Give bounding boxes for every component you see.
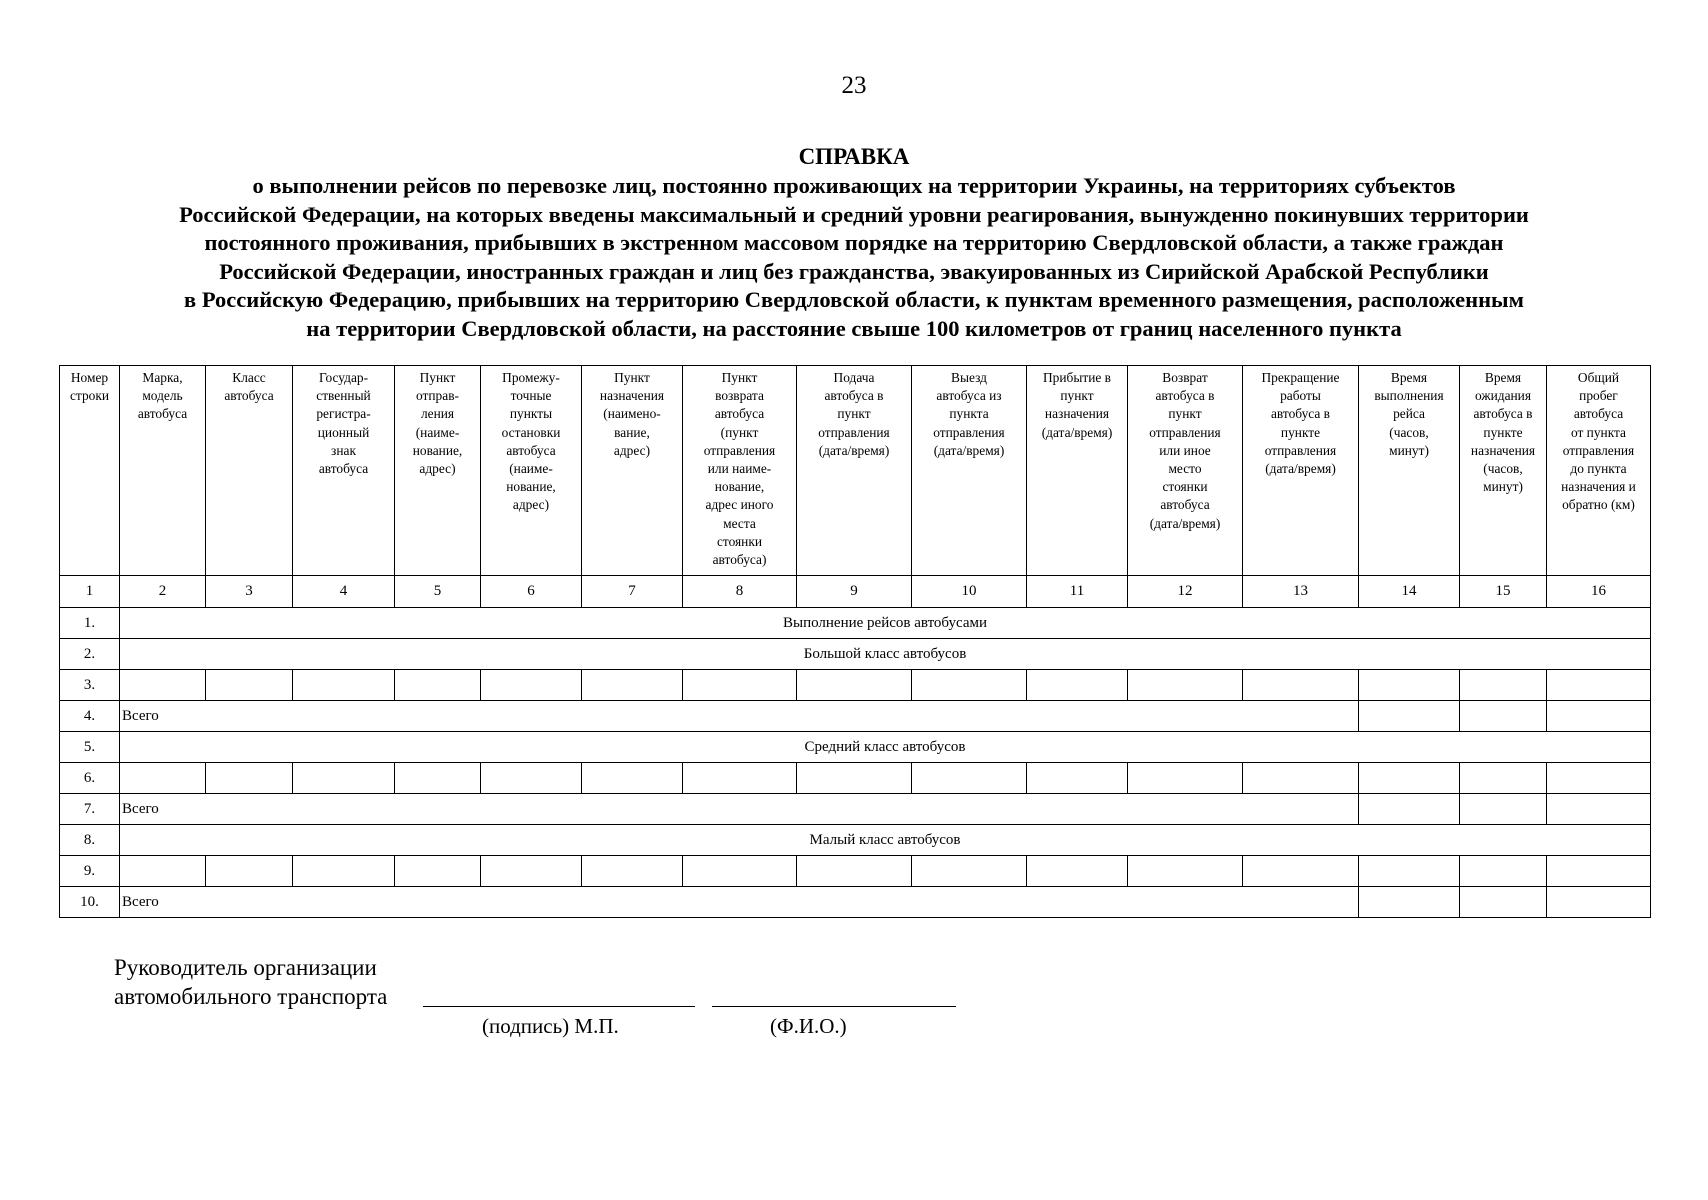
table-row xyxy=(60,825,1651,856)
data-cell[interactable] xyxy=(120,856,206,887)
column-number-cell: 10 xyxy=(912,576,1027,608)
data-cell[interactable] xyxy=(1243,670,1359,701)
data-cell[interactable] xyxy=(683,763,797,794)
total-label-cell: Всего xyxy=(120,794,1359,825)
total-value-cell[interactable] xyxy=(1359,887,1460,918)
column-number-cell: 15 xyxy=(1460,576,1547,608)
data-cell[interactable] xyxy=(912,856,1027,887)
table-row xyxy=(60,856,1651,887)
header-label: Пункт назначения (наимено- вание, адрес) xyxy=(599,370,665,458)
header-label: Государ- ственный регистра- ционный знак автобуса xyxy=(316,370,371,477)
name-caption: (Ф.И.О.) xyxy=(770,1014,847,1038)
row-number-cell: 8. xyxy=(60,825,120,856)
data-cell[interactable] xyxy=(1547,763,1651,794)
subtitle-line: на территории Свердловской области, на расстояние свыше 100 километров от границ населенного пункта xyxy=(306,315,1402,341)
data-cell[interactable] xyxy=(797,763,912,794)
header-cell xyxy=(1128,366,1243,576)
table-row xyxy=(60,701,1651,732)
header-cell xyxy=(120,366,206,576)
header-label: Марка, модель автобуса xyxy=(137,370,188,422)
section-header-cell: Малый класс автобусов xyxy=(120,825,1651,856)
header-cell xyxy=(683,366,797,576)
data-cell[interactable] xyxy=(1359,763,1460,794)
header-label: Время ожидания автобуса в пункте назначения (часов, минут) xyxy=(1470,370,1536,495)
header-row xyxy=(60,366,1651,576)
row-number-cell: 1. xyxy=(60,608,120,639)
total-value-cell[interactable] xyxy=(1359,701,1460,732)
total-label-cell: Всего xyxy=(120,701,1359,732)
column-number-cell: 7 xyxy=(582,576,683,608)
data-cell[interactable] xyxy=(120,670,206,701)
total-value-cell[interactable] xyxy=(1547,701,1651,732)
column-number-cell: 5 xyxy=(395,576,481,608)
header-label: Прибытие в пункт назначения (дата/время) xyxy=(1041,370,1113,440)
column-number-cell: 4 xyxy=(293,576,395,608)
signature-caption: (подпись) М.П. xyxy=(482,1014,619,1038)
data-cell[interactable] xyxy=(293,856,395,887)
header-cell xyxy=(1359,366,1460,576)
data-cell[interactable] xyxy=(1243,856,1359,887)
header-cell xyxy=(60,366,120,576)
header-label: Подача автобуса в пункт отправления (дата/время) xyxy=(818,370,890,458)
column-number-cell: 14 xyxy=(1359,576,1460,608)
data-cell[interactable] xyxy=(206,763,293,794)
row-number-cell: 5. xyxy=(60,732,120,763)
table-row xyxy=(60,639,1651,670)
column-number-cell: 6 xyxy=(481,576,582,608)
data-cell[interactable] xyxy=(1460,670,1547,701)
header-label: Класс автобуса xyxy=(224,370,274,404)
column-number-cell: 11 xyxy=(1027,576,1128,608)
data-cell[interactable] xyxy=(1547,670,1651,701)
total-label-cell: Всего xyxy=(120,887,1359,918)
page-number: 23 xyxy=(841,72,867,99)
data-cell[interactable] xyxy=(395,670,481,701)
data-cell[interactable] xyxy=(1359,670,1460,701)
data-cell[interactable] xyxy=(120,763,206,794)
column-number-cell: 2 xyxy=(120,576,206,608)
document-title: СПРАВКА xyxy=(798,144,910,169)
name-line xyxy=(712,1006,956,1007)
header-cell xyxy=(1243,366,1359,576)
subtitle-line: в Российскую Федерацию, прибывших на территорию Свердловской области, к пунктам временного размещения, расположенным xyxy=(184,287,1524,313)
header-cell xyxy=(395,366,481,576)
data-cell[interactable] xyxy=(582,670,683,701)
column-number-cell: 9 xyxy=(797,576,912,608)
header-cell xyxy=(1460,366,1547,576)
row-number-cell: 9. xyxy=(60,856,120,887)
total-value-cell[interactable] xyxy=(1460,887,1547,918)
header-cell xyxy=(293,366,395,576)
header-label: Пункт отправ- ления (наиме- нование, адрес) xyxy=(412,370,463,477)
data-cell[interactable] xyxy=(582,856,683,887)
data-cell[interactable] xyxy=(1460,856,1547,887)
data-cell[interactable] xyxy=(1547,856,1651,887)
signature-line xyxy=(423,1006,695,1007)
row-number-cell: 6. xyxy=(60,763,120,794)
data-cell[interactable] xyxy=(1128,856,1243,887)
column-number-cell: 16 xyxy=(1547,576,1651,608)
header-label: Выезд автобуса из пункта отправления (дата/время) xyxy=(933,370,1005,458)
column-number-row xyxy=(60,576,1651,608)
data-cell[interactable] xyxy=(481,670,582,701)
data-cell[interactable] xyxy=(481,856,582,887)
data-cell[interactable] xyxy=(912,763,1027,794)
total-value-cell[interactable] xyxy=(1460,701,1547,732)
table-row xyxy=(60,887,1651,918)
column-number-cell: 13 xyxy=(1243,576,1359,608)
table-row xyxy=(60,794,1651,825)
header-label: Номер строки xyxy=(69,370,110,404)
header-label: Общий пробег автобуса от пункта отправления до пункта назначения и обратно (км) xyxy=(1561,370,1636,513)
section-header-cell: Большой класс автобусов xyxy=(120,639,1651,670)
document-subtitle xyxy=(100,172,1608,344)
header-cell xyxy=(206,366,293,576)
header-cell xyxy=(797,366,912,576)
data-cell[interactable] xyxy=(206,670,293,701)
data-cell[interactable] xyxy=(1128,670,1243,701)
data-cell[interactable] xyxy=(1027,763,1128,794)
table-row xyxy=(60,608,1651,639)
data-cell[interactable] xyxy=(206,856,293,887)
data-cell[interactable] xyxy=(293,763,395,794)
header-label: Промежу- точные пункты остановки автобуса (наиме- нование, адрес) xyxy=(501,370,561,513)
signature-label-line2: автомобильного транспорта xyxy=(114,984,388,1009)
row-number-cell: 3. xyxy=(60,670,120,701)
header-label: Время выполнения рейса (часов, минут) xyxy=(1374,370,1444,458)
report-table xyxy=(59,365,1651,918)
subtitle-line: Российской Федерации, иностранных граждан и лиц без гражданства, эвакуированных из Сирийской Арабской Республики xyxy=(219,258,1489,284)
table-row xyxy=(60,763,1651,794)
data-cell[interactable] xyxy=(1460,763,1547,794)
header-cell xyxy=(1027,366,1128,576)
column-number-cell: 12 xyxy=(1128,576,1243,608)
column-number-cell: 3 xyxy=(206,576,293,608)
row-number-cell: 4. xyxy=(60,701,120,732)
data-cell[interactable] xyxy=(1128,763,1243,794)
data-cell[interactable] xyxy=(1027,670,1128,701)
data-cell[interactable] xyxy=(395,856,481,887)
section-header-cell: Выполнение рейсов автобусами xyxy=(120,608,1651,639)
total-value-cell[interactable] xyxy=(1359,794,1460,825)
data-cell[interactable] xyxy=(1359,856,1460,887)
signature-label-line1: Руководитель организации xyxy=(114,955,377,980)
subtitle-line: о выполнении рейсов по перевозке лиц, постоянно проживающих на территории Украины, на территориях субъектов xyxy=(252,173,1456,198)
data-cell[interactable] xyxy=(293,670,395,701)
section-header-cell: Средний класс автобусов xyxy=(120,732,1651,763)
table-row xyxy=(60,732,1651,763)
row-number-cell: 2. xyxy=(60,639,120,670)
header-label: Пункт возврата автобуса (пункт отправления или наиме- нование, адрес иного места стоянки автобуса) xyxy=(703,370,776,568)
data-cell[interactable] xyxy=(683,670,797,701)
column-number-cell: 1 xyxy=(60,576,120,608)
total-value-cell[interactable] xyxy=(1460,794,1547,825)
row-number-cell: 10. xyxy=(60,887,120,918)
data-cell[interactable] xyxy=(481,763,582,794)
table-row xyxy=(60,670,1651,701)
header-cell xyxy=(582,366,683,576)
data-cell[interactable] xyxy=(395,763,481,794)
header-label: Прекращение работы автобуса в пункте отправления (дата/время) xyxy=(1261,370,1340,477)
data-cell[interactable] xyxy=(1027,856,1128,887)
data-cell[interactable] xyxy=(797,856,912,887)
data-cell[interactable] xyxy=(912,670,1027,701)
total-value-cell[interactable] xyxy=(1547,794,1651,825)
data-cell[interactable] xyxy=(797,670,912,701)
header-cell xyxy=(1547,366,1651,576)
data-cell[interactable] xyxy=(1243,763,1359,794)
data-cell[interactable] xyxy=(683,856,797,887)
data-cell[interactable] xyxy=(582,763,683,794)
row-number-cell: 7. xyxy=(60,794,120,825)
header-label: Возврат автобуса в пункт отправления или иное место стоянки автобуса (дата/время) xyxy=(1149,370,1221,531)
header-cell xyxy=(481,366,582,576)
subtitle-line: Российской Федерации, на которых введены максимальный и средний уровни реагирования, вынужденно покинувших территории xyxy=(179,201,1529,227)
subtitle-line: постоянного проживания, прибывших в экстренном массовом порядке на территорию Свердловской области, а также граждан xyxy=(204,230,1504,256)
header-cell xyxy=(912,366,1027,576)
column-number-cell: 8 xyxy=(683,576,797,608)
total-value-cell[interactable] xyxy=(1547,887,1651,918)
